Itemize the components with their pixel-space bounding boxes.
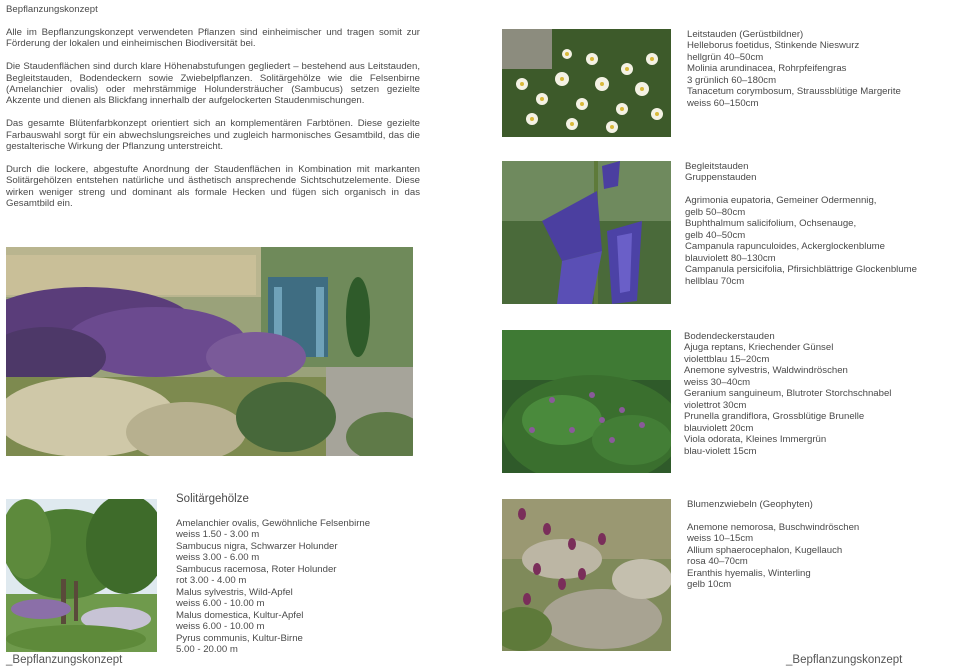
bodendecker-photo xyxy=(502,330,671,473)
intro-paragraph: Alle im Bepflanzungskonzept verwendeten Pflanzen sind einheimischer und tragen somit zur Förderung der lokalen und einheimischen Biodiversität bei. xyxy=(6,27,420,50)
plant-line: weiss 6.00 - 10.00 m xyxy=(176,598,265,610)
plant-line: rot 3.00 - 4.00 m xyxy=(176,575,247,587)
intro-paragraph: Durch die lockere, abgestufte Anordnung der Staudenflächen in Kombination mit markanten Solitärgehölzen entstehen natürliche und ästhetisch ansprechende Sichtschutzelemente. Diese wirken weniger streng und dominant als formale Hecken und fügen sich organisch in das Gesamtbild ein. xyxy=(6,163,420,210)
blumenzwiebeln-list xyxy=(687,499,859,591)
solitaer-title: Solitärgehölze xyxy=(176,493,249,505)
plant-line: weiss 1.50 - 3.00 m xyxy=(176,529,260,541)
plant-line: blauviolett 80–130cm xyxy=(685,252,776,264)
plant-line: Agrimonia eupatoria, Gemeiner Odermennig, xyxy=(685,195,877,207)
plant-line: Buphthalmum salicifolium, Ochsenauge, xyxy=(685,218,857,230)
plant-line: weiss 3.00 - 6.00 m xyxy=(176,552,260,564)
footer-left: _Bepflanzungskonzept xyxy=(6,654,123,666)
plant-line: violettblau 15–20cm xyxy=(684,353,770,365)
leitstauden-photo xyxy=(502,29,671,137)
plant-line: gelb 40–50cm xyxy=(685,229,746,241)
plant-line: Viola odorata, Kleines Immergrün xyxy=(684,434,827,446)
plant-line: 3 grünlich 60–180cm xyxy=(687,74,777,86)
plant-line: Pyrus communis, Kultur-Birne xyxy=(176,632,303,644)
plant-line: rosa 40–70cm xyxy=(687,556,748,568)
plant-line: gelb 10cm xyxy=(687,579,732,591)
plant-line: Amelanchier ovalis, Gewöhnliche Felsenbirne xyxy=(176,518,371,529)
plant-line: Molinia arundinacea, Rohrpfeifengras xyxy=(687,63,847,75)
section-subheading: Gruppenstauden xyxy=(685,172,757,184)
blumenzwiebeln-photo xyxy=(502,499,671,651)
plant-line: Helleborus foetidus, Stinkende Nieswurz xyxy=(687,40,860,52)
plant-line: hellgrün 40–50cm xyxy=(687,51,764,63)
bodendecker-list xyxy=(684,331,891,457)
plant-line: Malus sylvestris, Wild-Apfel xyxy=(176,586,293,598)
intro-paragraph: Das gesamte Blütenfarbkonzept orientiert sich an komplementären Farbtönen. Diese gezielte Farbauswahl sorgt für ein abwechslungsreiches und zugleich harmonisches Gesamtbild, das die gestalterische Wirkung der Pflanzung unterstreicht. xyxy=(6,118,420,153)
begleitstauden-photo xyxy=(502,161,671,304)
page-title: Bepflanzungskonzept xyxy=(6,4,98,15)
section-heading: Blumenzwiebeln (Geophyten) xyxy=(687,499,813,510)
plant-line: weiss 10–15cm xyxy=(687,533,754,545)
plant-line: Prunella grandiflora, Grossblütige Brunelle xyxy=(684,411,865,423)
plant-line: Anemone nemorosa, Buschwindröschen xyxy=(687,521,860,533)
plant-line: Anemone sylvestris, Waldwindröschen xyxy=(684,365,848,377)
intro-text xyxy=(6,27,420,221)
plant-line: Geranium sanguineum, Blutroter Storchschnabel xyxy=(684,388,892,400)
section-heading: Begleitstauden xyxy=(685,161,749,172)
plant-line: blauviolett 20cm xyxy=(684,422,754,434)
plant-line: Tanacetum corymbosum, Straussblütige Margerite xyxy=(687,86,901,98)
begleitstauden-list xyxy=(685,161,917,287)
plant-line: weiss 60–150cm xyxy=(687,97,759,109)
plant-line: Ajuga reptans, Kriechender Günsel xyxy=(684,342,834,354)
intro-paragraph: Die Staudenflächen sind durch klare Höhenabstufungen gegliedert – bestehend aus Leitstauden, Begleitstauden, Bodendeckern sowie Zwiebelpflanzen. Solitärgehölze wie die Felsenbirne (Amelanchier ovalis) oder mehrstämmige Holundersträucher (Sambucus) setzen gezielte Akzente und dienen als Blickfang innerhalb der aufgelockerten Staudenmischungen. xyxy=(6,61,420,107)
plant-line: Malus domestica, Kultur-Apfel xyxy=(176,609,304,621)
leitstauden-list xyxy=(687,29,901,109)
plant-line: blau-violett 15cm xyxy=(684,445,757,457)
garden-bed-photo xyxy=(6,247,413,456)
plant-line: violettrot 30cm xyxy=(684,399,747,411)
plant-line: weiss 6.00 - 10.00 m xyxy=(176,621,265,633)
plant-line: hellblau 70cm xyxy=(685,275,745,287)
section-heading: Leitstauden (Gerüstbildner) xyxy=(687,29,804,40)
plant-line: gelb 50–80cm xyxy=(685,206,746,218)
solitaer-tree-photo xyxy=(6,499,157,652)
plant-line: Campanula persicifolia, Pfirsichblättrige Glockenblume xyxy=(685,264,917,276)
plant-line: 5.00 - 20.00 m xyxy=(176,643,238,655)
plant-line: Allium sphaerocephalon, Kugellauch xyxy=(687,544,843,556)
solitaer-list xyxy=(176,518,370,655)
footer-right: _Bepflanzungskonzept xyxy=(786,654,903,666)
plant-line: Sambucus racemosa, Roter Holunder xyxy=(176,563,337,575)
plant-line: weiss 30–40cm xyxy=(684,376,751,388)
section-heading: Bodendeckerstauden xyxy=(684,331,775,342)
plant-line: Campanula rapunculoides, Ackerglockenblume xyxy=(685,241,885,253)
plant-line: Eranthis hyemalis, Winterling xyxy=(687,567,811,579)
plant-line: Sambucus nigra, Schwarzer Holunder xyxy=(176,540,338,552)
